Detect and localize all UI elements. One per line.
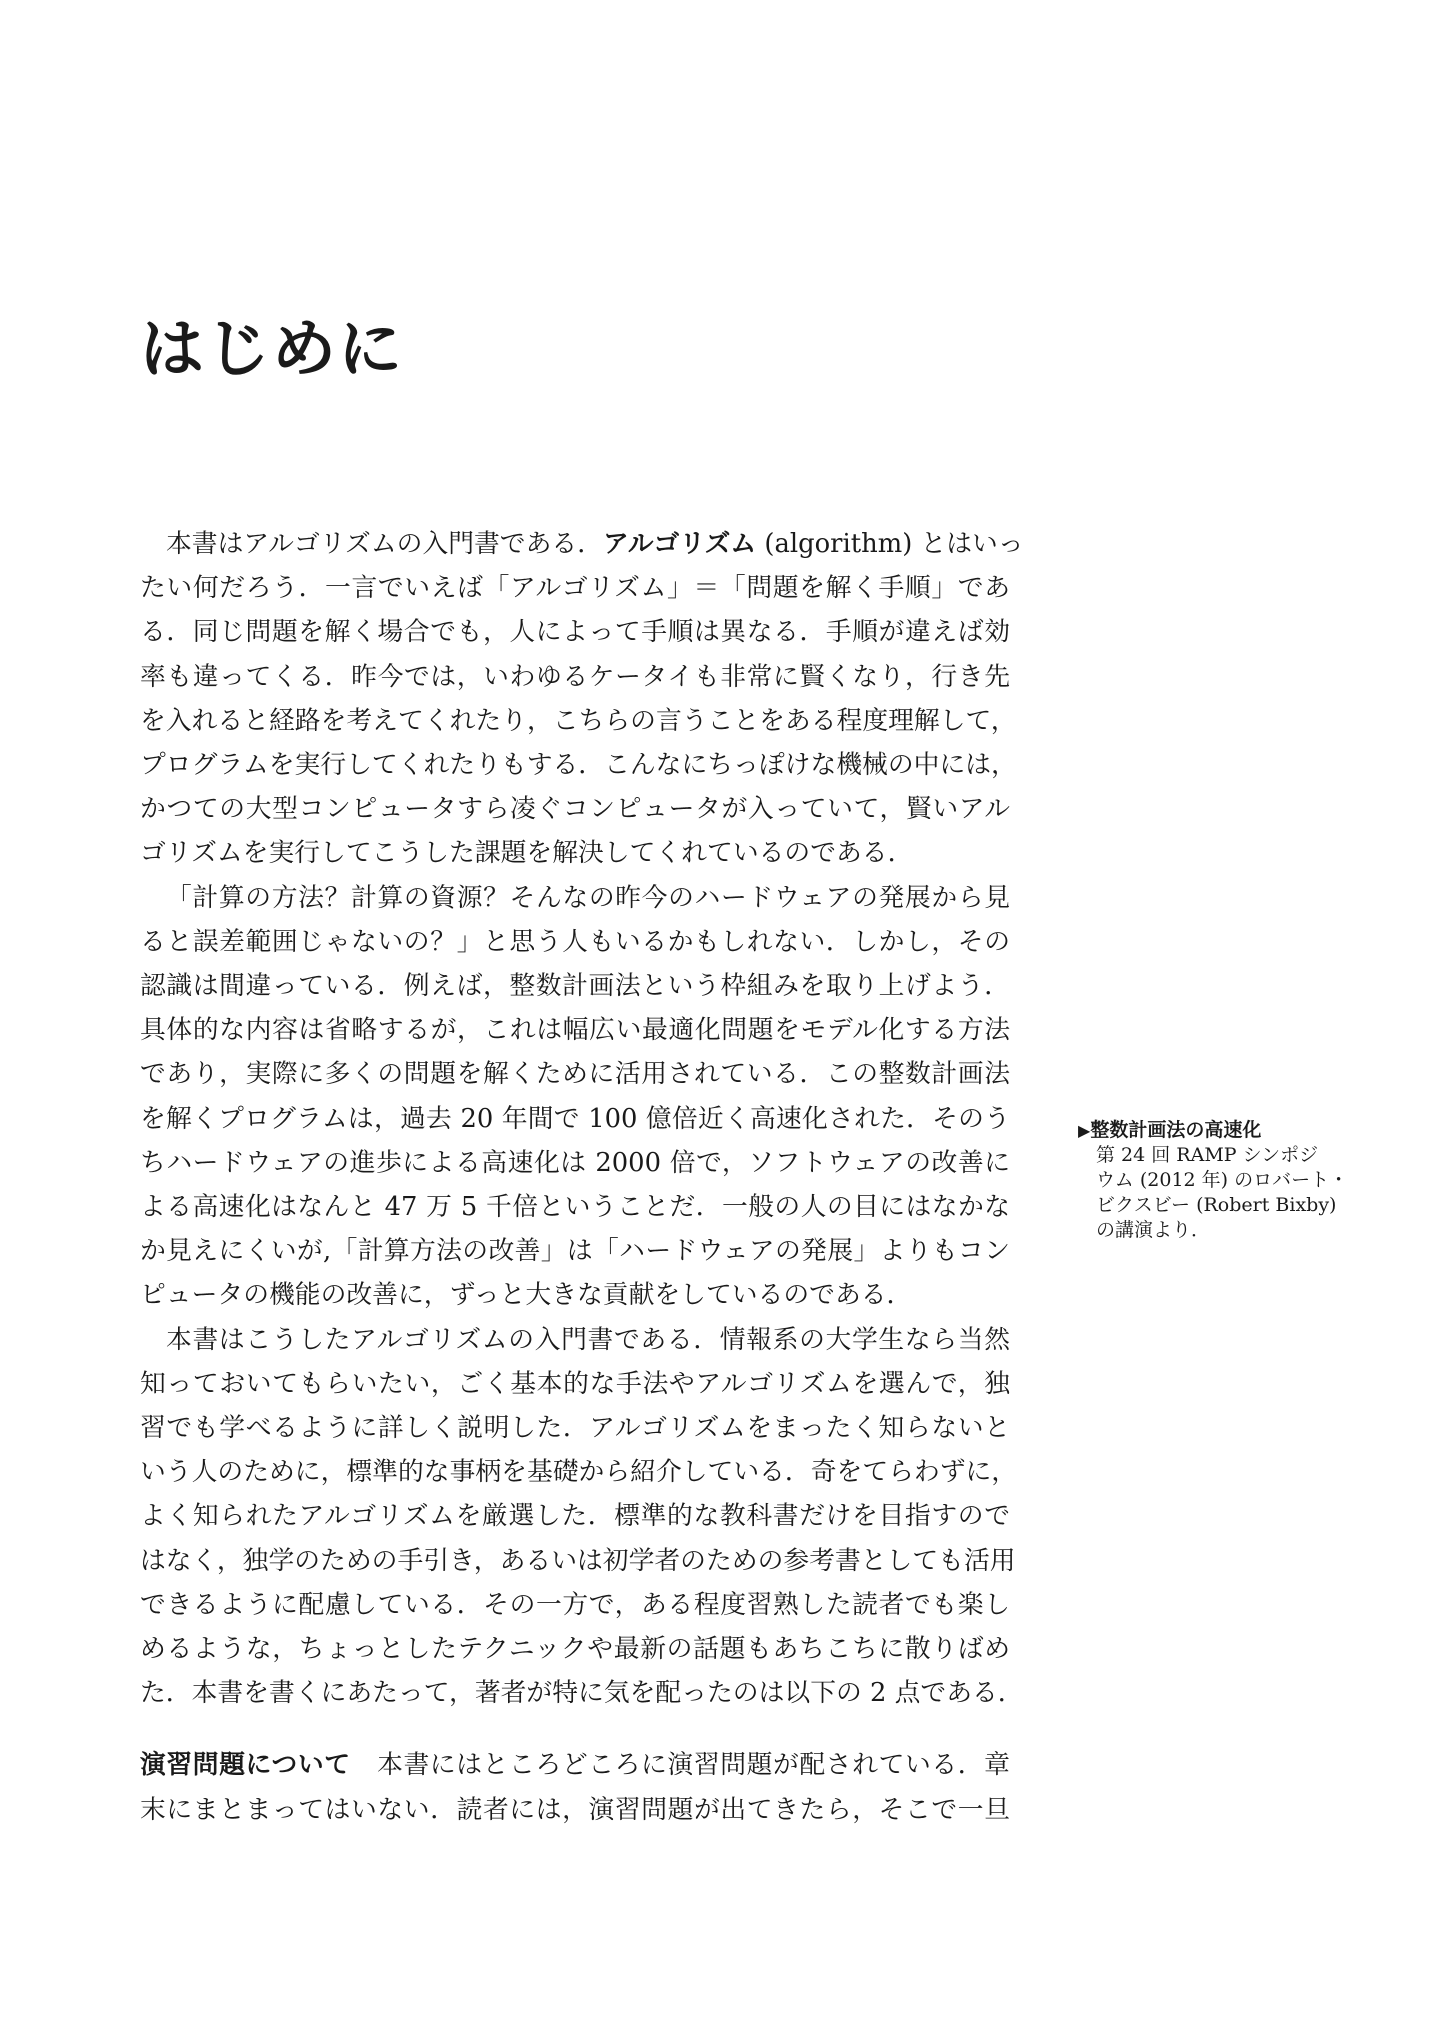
- paragraph-line: できるように配慮している．その一方で，ある程度習熟した読者でも楽し: [140, 1589, 1010, 1620]
- margin-note-line: 第 24 回 RAMP シンポジ: [1096, 1144, 1319, 1166]
- paragraph-line: 習でも学べるように詳しく説明した．アルゴリズムをまったく知らないと: [140, 1413, 1010, 1444]
- paragraph-line: であり，実際に多くの問題を解くために活用されている．この整数計画法: [140, 1059, 1010, 1090]
- bold-term: アルゴリズム: [603, 529, 757, 559]
- margin-note-line: ウム (2012 年) のロバート・: [1096, 1169, 1349, 1191]
- paragraph-line: よる高速化はなんと 47 万 5 千倍ということだ．一般の人の目にはなかな: [140, 1192, 1010, 1223]
- paragraph-line: めるような，ちょっとしたテクニックや最新の話題もあちこちに散りばめ: [140, 1634, 1010, 1665]
- paragraph-line: 本書はこうしたアルゴリズムの入門書である．情報系の大学生なら当然: [166, 1324, 1010, 1355]
- margin-note-line: の講演より．: [1096, 1219, 1211, 1241]
- paragraph-line: る．同じ問題を解く場合でも，人によって手順は異なる．手順が違えば効: [140, 617, 1010, 648]
- paragraph-line: 本書はアルゴリズムの入門書である．アルゴリズム (algorithm) とはいっ: [166, 529, 1024, 559]
- paragraph-line: ると誤差範囲じゃないの？」と思う人もいるかもしれない．しかし，その: [140, 926, 1010, 957]
- triangle-marker-icon: ▶: [1078, 1121, 1091, 1140]
- margin-note-body: [1078, 1143, 1368, 1243]
- margin-note-line: ビクスビー (Robert Bixby): [1096, 1194, 1337, 1216]
- paragraph-line: いう人のために，標準的な事柄を基礎から紹介している．奇をてらわずに，: [140, 1457, 1018, 1488]
- paragraph-line: 認識は間違っている．例えば，整数計画法という枠組みを取り上げよう．: [140, 971, 1010, 1002]
- paragraph-line: たい何だろう．一言でいえば「アルゴリズム」＝「問題を解く手順」であ: [140, 573, 1010, 604]
- paragraph-line: か見えにくいが,「計算方法の改善」は「ハードウェアの発展」よりもコン: [140, 1236, 1010, 1267]
- margin-note-heading: ▶整数計画法の高速化: [1078, 1119, 1262, 1141]
- paragraph-line: を解くプログラムは，過去 20 年間で 100 億倍近く高速化された．そのう: [140, 1103, 1010, 1134]
- paragraph-2: [140, 876, 1010, 1318]
- paragraph-line: ゴリズムを実行してこうした課題を解決してくれているのである．: [140, 838, 914, 869]
- paragraph-line: 末にまとまってはいない．読者には，演習問題が出てきたら，そこで一旦: [140, 1794, 1010, 1825]
- body-text: [140, 522, 1024, 1832]
- paragraph-line: ちハードウェアの進歩による高速化は 2000 倍で，ソフトウェアの改善に: [140, 1147, 1010, 1178]
- paragraph-line: ピュータの機能の改善に，ずっと大きな貢献をしているのである．: [140, 1280, 913, 1311]
- paragraph-line: 「計算の方法？計算の資源？そんなの昨今のハードウェアの発展から見: [166, 882, 1010, 913]
- section-gap: [140, 1715, 1010, 1743]
- paragraph-line: 演習問題について 本書にはところどころに演習問題が配されている．章: [140, 1750, 1010, 1781]
- chapter-title: はじめに: [140, 313, 404, 387]
- paragraph-line: を入れると経路を考えてくれたり，こちらの言うことをある程度理解して，: [140, 705, 1017, 736]
- exercise-heading: 演習問題について: [140, 1750, 351, 1781]
- margin-note: [1078, 1118, 1368, 1243]
- paragraph-line: よく知られたアルゴリズムを厳選した．標準的な教科書だけを目指すので: [140, 1501, 1010, 1532]
- paragraph-3: [140, 1318, 1024, 1716]
- paragraph-line: プログラムを実行してくれたりもする．こんなにちっぽけな機械の中には，: [140, 750, 1017, 781]
- paragraph-line: 知っておいてもらいたい，ごく基本的な手法やアルゴリズムを選んで，独: [140, 1368, 1010, 1399]
- paragraph-1: [140, 522, 1024, 876]
- paragraph-line: 具体的な内容は省略するが，これは幅広い最適化問題をモデル化する方法: [140, 1015, 1010, 1046]
- paragraph-line: 率も違ってくる．昨今では，いわゆるケータイも非常に賢くなり，行き先: [140, 661, 1010, 692]
- paragraph-line: かつての大型コンピュータすら凌ぐコンピュータが入っていて，賢いアル: [140, 794, 1010, 825]
- exercise-section: [140, 1743, 1010, 1831]
- paragraph-line: た．本書を書くにあたって，著者が特に気を配ったのは以下の 2 点である．: [140, 1678, 1024, 1709]
- paragraph-line: はなく，独学のための手引き，あるいは初学者のための参考書としても活用: [140, 1545, 1016, 1576]
